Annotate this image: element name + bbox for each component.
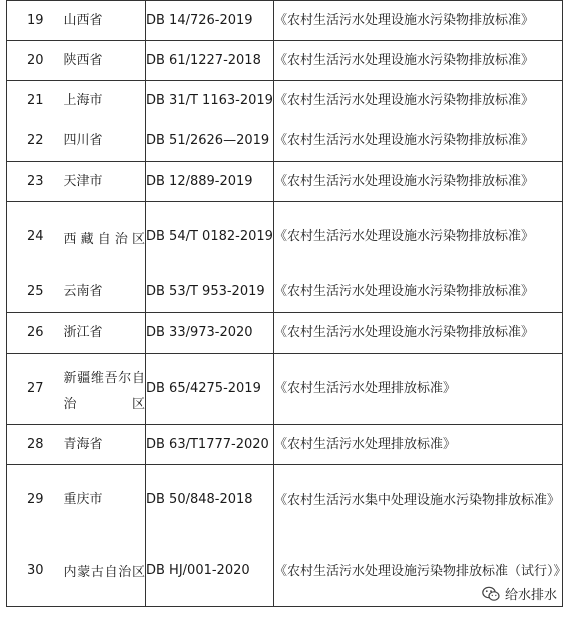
table-row	[7, 425, 563, 465]
province-cell: 上海市	[64, 81, 146, 121]
province-cell: 西藏自治区	[64, 202, 146, 273]
table-row	[7, 273, 563, 313]
standards-table	[6, 0, 567, 607]
province-cell: 山西省	[64, 1, 146, 41]
standard-code: DB 12/889-2019	[146, 162, 274, 202]
row-number: 29	[7, 465, 64, 536]
standard-code: DB 61/1227-2018	[146, 41, 274, 81]
standard-title: 《农村生活污水处理设施水污染物排放标准》	[274, 313, 563, 354]
standard-code: DB 51/2626—2019	[146, 121, 274, 162]
standard-code: DB 54/T 0182-2019	[146, 202, 274, 273]
standard-title: 《农村生活污水处理设施水污染物排放标准》	[274, 121, 563, 162]
row-number: 25	[7, 273, 64, 313]
province-cell: 天津市	[64, 162, 146, 202]
row-number: 19	[7, 1, 64, 41]
table-row	[7, 465, 563, 536]
province-cell: 重庆市	[64, 465, 146, 536]
row-number: 24	[7, 202, 64, 273]
standard-code: DB 31/T 1163-2019	[146, 81, 274, 121]
row-number: 27	[7, 354, 64, 425]
table-row	[7, 354, 563, 425]
standard-code: DB 50/848-2018	[146, 465, 274, 536]
province-cell: 青海省	[64, 425, 146, 465]
wechat-icon	[482, 586, 500, 602]
standard-title: 《农村生活污水处理设施水污染物排放标准》	[274, 162, 563, 202]
standard-title: 《农村生活污水处理设施污染物排放标准（试行）》	[274, 536, 563, 607]
province-cell: 内蒙古自治区	[64, 536, 146, 607]
row-number: 30	[7, 536, 64, 607]
province-cell: 新疆维吾尔自治区	[64, 354, 146, 425]
standard-code: DB 65/4275-2019	[146, 354, 274, 425]
standard-title: 《农村生活污水处理排放标准》	[274, 425, 563, 465]
province-cell: 浙江省	[64, 313, 146, 354]
province-cell: 陕西省	[64, 41, 146, 81]
table-row	[7, 536, 563, 607]
table-row	[7, 1, 563, 41]
standard-code: DB HJ/001-2020	[146, 536, 274, 607]
watermark	[482, 584, 557, 603]
row-number: 21	[7, 81, 64, 121]
province-cell: 四川省	[63, 132, 103, 148]
standard-title: 《农村生活污水处理设施水污染物排放标准》	[274, 273, 563, 313]
standard-code: DB 63/T1777-2020	[146, 425, 274, 465]
standard-code: DB 33/973-2020	[146, 313, 274, 354]
row-number: 28	[7, 425, 64, 465]
table-row	[7, 121, 563, 162]
standard-title: 《农村生活污水处理设施水污染物排放标准》	[274, 41, 563, 81]
row-number: 23	[7, 162, 64, 202]
table-row	[7, 41, 563, 81]
table-row	[7, 313, 563, 354]
table-row	[7, 162, 563, 202]
standard-title: 《农村生活污水集中处理设施水污染物排放标准》	[274, 465, 563, 536]
standard-title: 《农村生活污水处理设施水污染物排放标准》	[274, 1, 563, 41]
standard-code: DB 53/T 953-2019	[146, 273, 274, 313]
table-row	[7, 202, 563, 273]
standard-title: 《农村生活污水处理设施水污染物排放标准》	[274, 202, 563, 273]
watermark-text: 给水排水	[504, 588, 557, 603]
standard-title: 《农村生活污水处理排放标准》	[274, 354, 563, 425]
row-number: 22	[7, 121, 64, 162]
province-cell: 云南省	[63, 284, 103, 300]
row-number: 26	[7, 313, 64, 354]
standard-title: 《农村生活污水处理设施水污染物排放标准》	[274, 81, 563, 121]
row-number: 20	[7, 41, 64, 81]
table-row	[7, 81, 563, 121]
standard-code: DB 14/726-2019	[146, 1, 274, 41]
